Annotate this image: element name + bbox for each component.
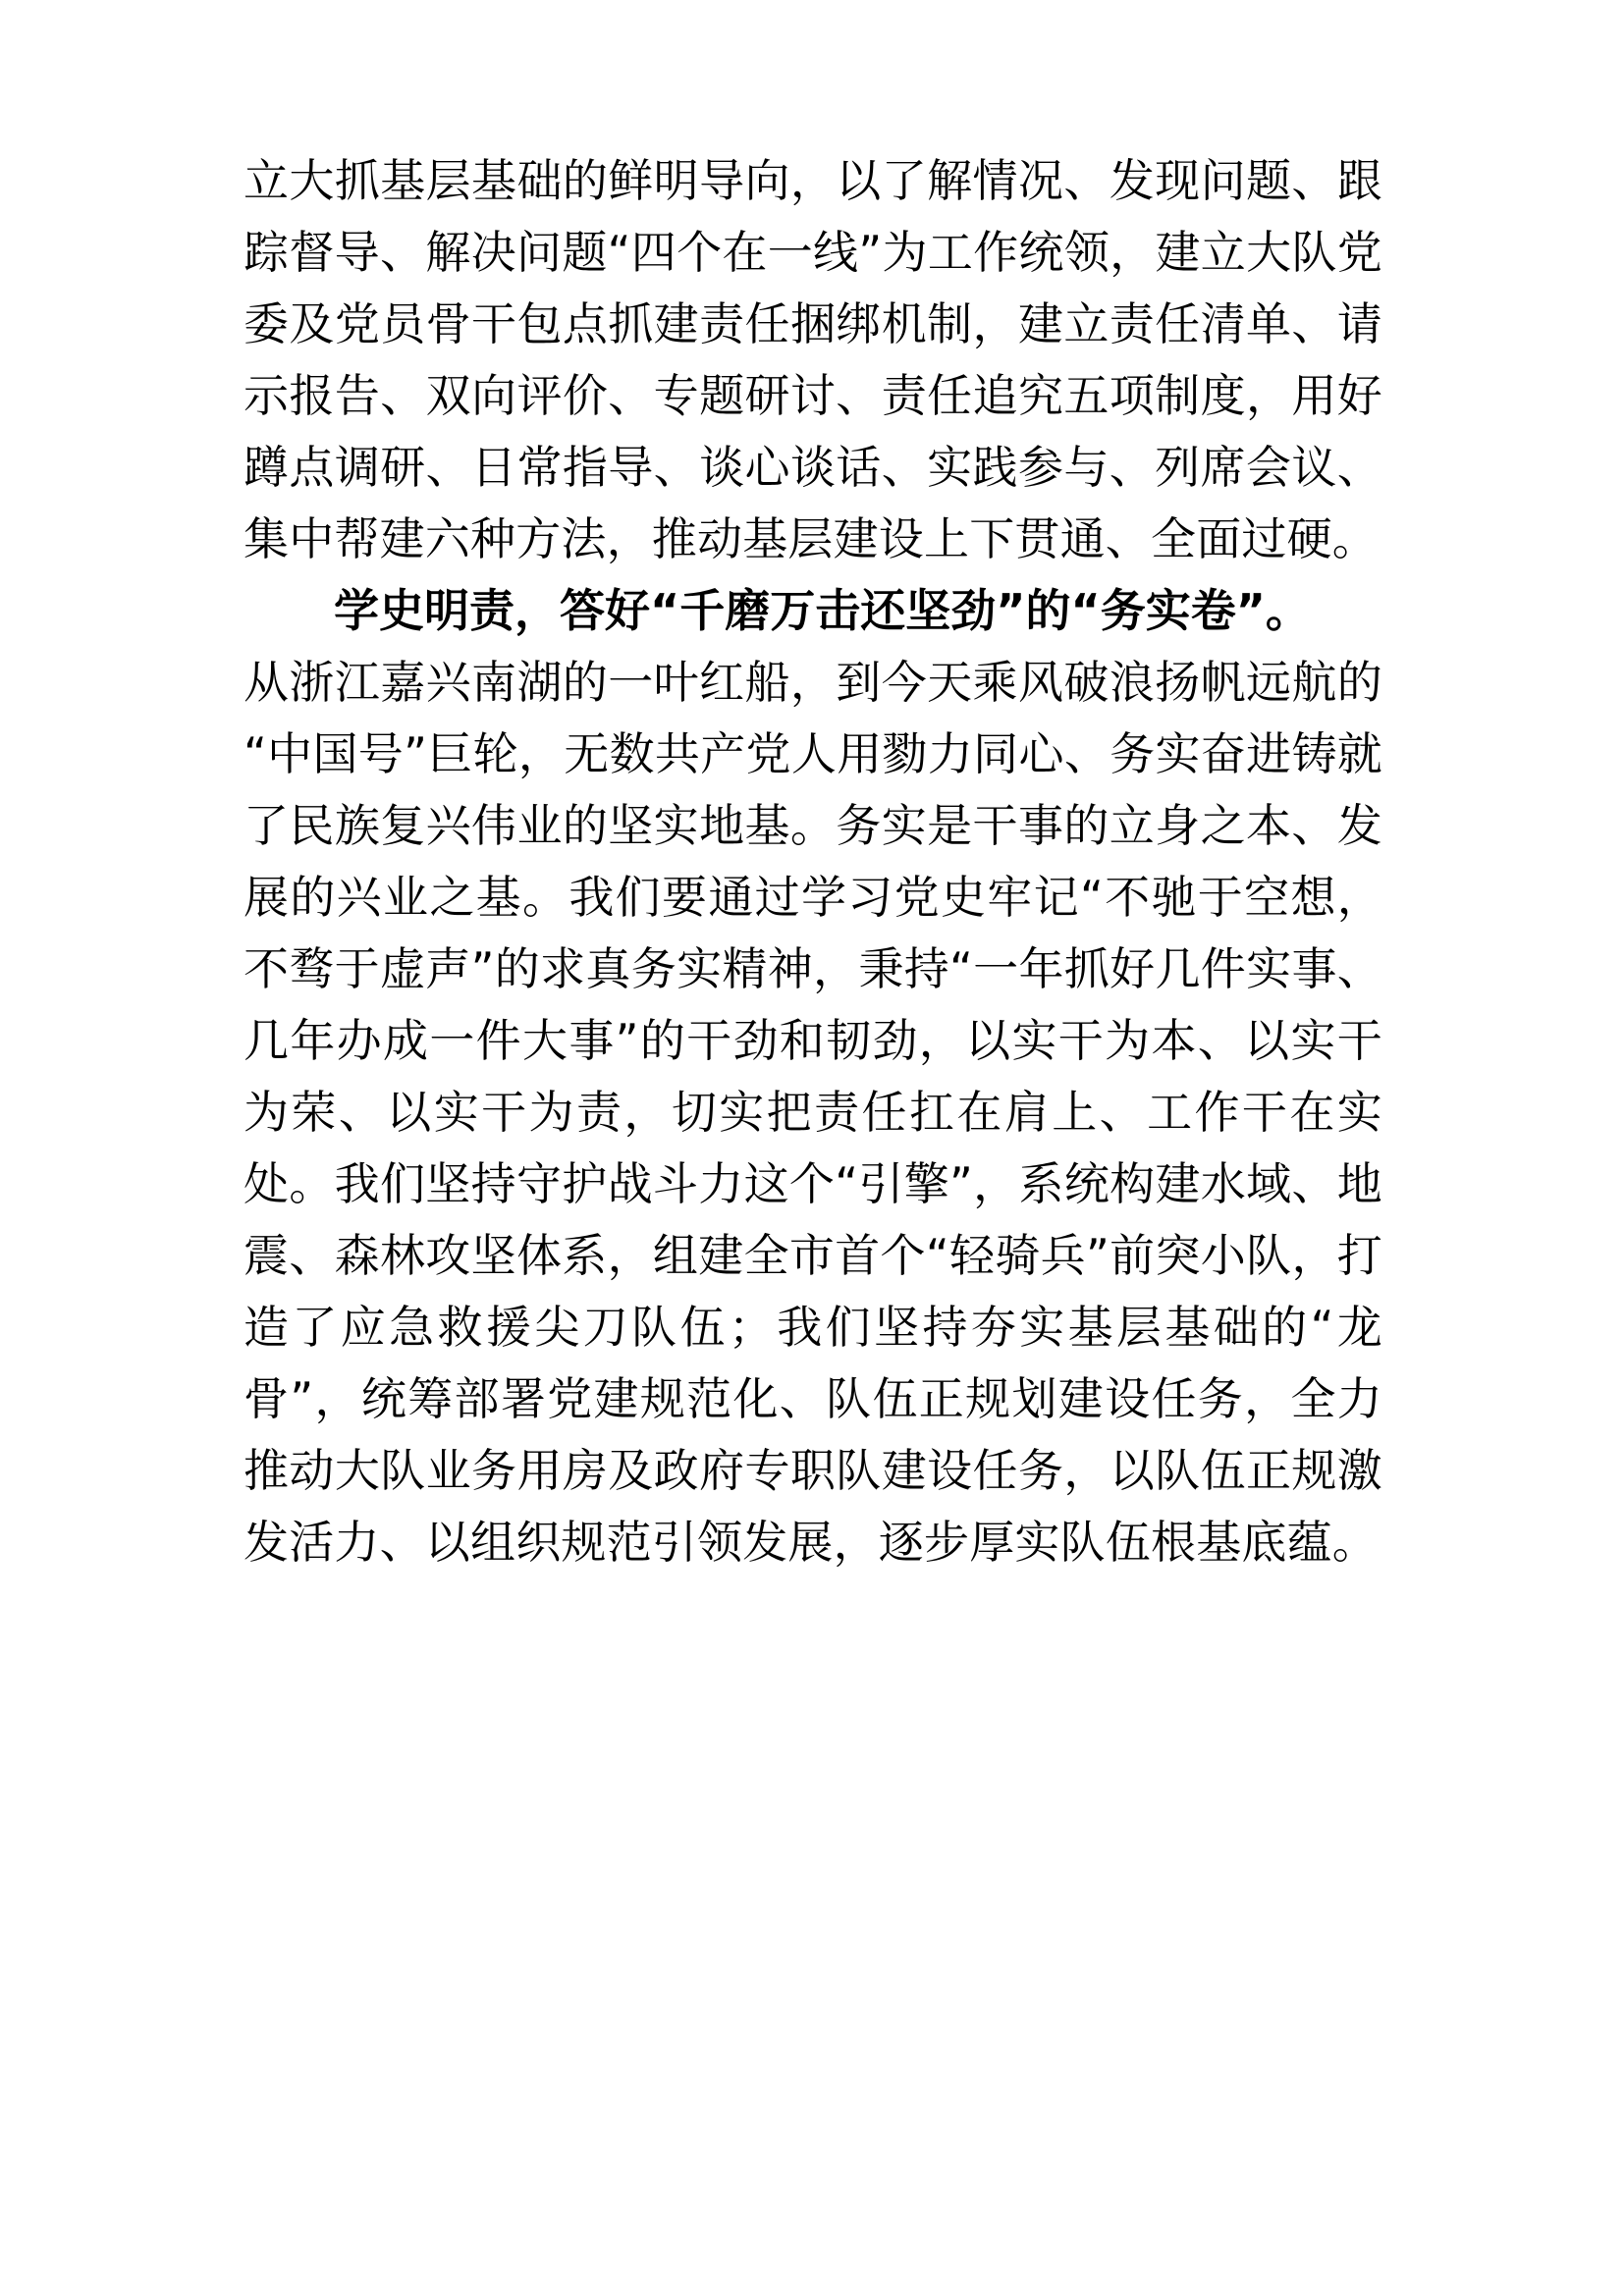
paragraph-body-pragmatism: 从浙江嘉兴南湖的一叶红船，到今天乘风破浪扬帆远航的“中国号”巨轮，无数共产党人用勠力同心、务实奋进铸就了民族复兴伟业的坚实地基。务实是干事的立身之本、发展的兴业之基。我们要通过学习党史牢记“不驰于空想，不骛于虚声”的求真务实精神，秉持“一年抓好几件实事、几年办成一件大事”的干劲和韧劲，以实干为本、以实干为荣、以实干为责，切实把责任扛在肩上、工作干在实处。我们坚持守护战斗力这个“引擎”，系统构建水域、地震、森林攻坚体系，组建全市首个“轻骑兵”前突小队，打造了应急救援尖刀队伍；我们坚持夯实基层基础的“龙骨”，统筹部署党建规范化、队伍正规划建设任务，全力推动大队业务用房及政府专职队建设任务，以队伍正规激发活力、以组织规范引领发展，逐步厚实队伍根基底蕴。: [244, 656, 1382, 1569]
paragraph-continuation-grassroots-mechanisms: 立大抓基层基础的鲜明导向，以了解情况、发现问题、跟踪督导、解决问题“四个在一线”为工作统领，建立大队党委及党员骨干包点抓建责任捆绑机制，建立责任清单、请示报告、双向评价、专题研讨、责任追究五项制度，用好蹲点调研、日常指导、谈心谈话、实践参与、列席会议、集中帮建六种方法，推动基层建设上下贯通、全面过硬。: [244, 154, 1382, 565]
section-heading-wushijuan: 学史明责，答好“千磨万击还坚劲”的“务实卷”。: [334, 584, 1311, 637]
document-text-column: [244, 145, 1382, 1578]
